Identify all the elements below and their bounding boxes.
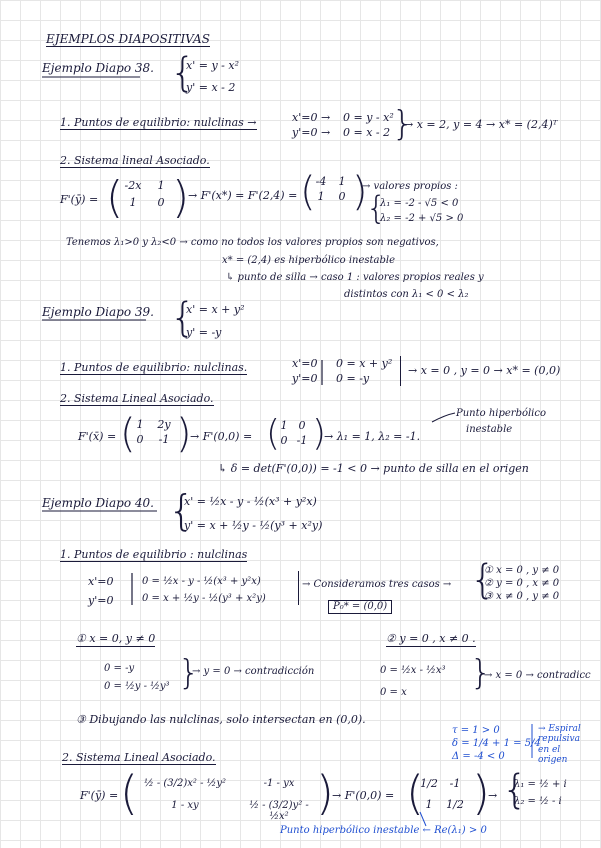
ex39-jac-a22: -1 (158, 432, 170, 446)
ex39-eig-result: → λ₁ = 1, λ₂ = -1. (324, 430, 421, 443)
ex40-lin-heading: 2. Sistema Lineal Asociado. (62, 751, 216, 764)
ex39-jaceval-a12: 0 (298, 419, 306, 432)
ex39-eq-yeq: 0 = -y (336, 371, 370, 385)
ex40-note-line1: → Espiral (538, 724, 581, 734)
ex40-c1-line2: 0 = ½y - ½y³ (104, 681, 170, 692)
ex40-blue-note (538, 724, 581, 765)
ex40-jaceval-a22: 1/2 (446, 797, 464, 811)
ex40-sys-y: y' = x + ½y - ½(y³ + x²y) (184, 519, 323, 532)
ex40-c2-result: → x = 0 → contradicc (484, 670, 591, 681)
ex40-arrow-eval: → F'(0,0) = (332, 789, 395, 802)
ex39-system-brace: { (170, 295, 196, 341)
ex39-jac-a21: 0 (136, 432, 144, 446)
ex40-eig-arrow: → (488, 789, 498, 802)
ex40-note-line2: repulsiva (538, 734, 581, 745)
ex39-eq-bar (400, 356, 401, 386)
ex39-eq-col1 (292, 357, 317, 387)
ex38-jac-a12: 1 (157, 179, 165, 192)
ex38-concl-1: Tenemos λ₁>0 y λ₂<0 → como no todos los valores propios son negativos, (66, 237, 439, 248)
ex40-system-brace: { (168, 486, 195, 535)
ex40-eq-xcond: x'=0 (88, 575, 114, 588)
ex39-jacobian (130, 419, 178, 446)
ex39-jac-lparen: ( (120, 411, 136, 457)
ex40-eq-bar (298, 571, 299, 605)
ex38-eq-ycond: y'=0 → (292, 125, 331, 139)
ex40-heading: Ejemplo Diapo 40. (42, 496, 154, 510)
ex40-jaceval-a12: -1 (449, 777, 461, 790)
ex39-jaceval-a11: 1 (280, 419, 288, 432)
ex40-eq-col2 (142, 573, 266, 607)
ex38-concl-3: ↳ punto de silla → caso 1 : valores propios reales y (226, 272, 484, 283)
ex38-eig1: λ₁ = -2 - √5 < 0 (380, 198, 459, 209)
ex38-eq-xcond: x'=0 → (292, 111, 331, 124)
ex40-jaceval-rparen: ) (472, 766, 490, 820)
ex39-eq-xcond: x'=0 (292, 357, 318, 370)
ex40-c2-title (386, 633, 476, 644)
ex38-eq-result: → x = 2, y = 4 → x* = (2,4)ᵀ (404, 118, 558, 131)
ex40-eig-brace: { (502, 767, 528, 813)
ex40-jac-a22: ½ - (3/2)y² - ½x² (249, 799, 309, 822)
ex40-eig2: λ₂ = ½ - i (514, 796, 562, 807)
ex39-jac-label: F'(x̄) = (78, 430, 117, 443)
ex38-eig-label: → valores propios : (362, 181, 458, 192)
ex40-case2: ② y = 0 , x ≠ 0 (484, 578, 560, 589)
ex40-c2-line2: 0 = x (380, 687, 407, 698)
ex38-jac-a21: 1 (129, 195, 137, 209)
ex38-concl-4: distintos con λ₁ < 0 < λ₂ (344, 289, 469, 300)
ex40-eq-xeq: 0 = ½x - y - ½(x³ + y²x) (142, 576, 261, 587)
ex39-eq-result: → x = 0 , y = 0 → x* = (0,0) (408, 364, 561, 377)
ex38-jaceval-a22: 0 (338, 189, 346, 203)
ex40-eq-yeq: 0 = x + ½y - ½(y³ + x²y) (142, 593, 266, 604)
ex38-jac-a22: 0 (157, 195, 165, 209)
ex40-jaceval-a11: 1/2 (420, 777, 438, 790)
ex38-eq-heading: 1. Puntos de equilibrio: nulclinas → (60, 116, 257, 129)
ex38-eig-brace: { (366, 189, 387, 227)
ex38-jac-rparen: ) (172, 172, 190, 223)
ex40-eig1: λ₁ = ½ + i (514, 779, 567, 790)
ex39-jac-rparen: ) (176, 411, 192, 457)
ex40-jac-a12: -1 - yx (263, 778, 295, 789)
ex40-sys-x: x' = ½x - y - ½(x³ + y²x) (184, 495, 317, 508)
ex39-det-line: ↳ δ = det(F'(0,0)) = -1 < 0 → punto de silla en el origen (218, 462, 529, 475)
ex39-jaceval-a22: -1 (296, 433, 308, 447)
ex40-c1-title (76, 633, 155, 644)
ex40-c3: ③ Dibujando las nulclinas, solo intersectan en (0,0). (76, 713, 366, 726)
ex39-note-2: inestable (466, 424, 513, 435)
ex39-arrow-eval: → F'(0,0) = (190, 430, 253, 443)
ex38-eq-col2 (343, 111, 394, 141)
ex40-jaceval-lparen: ( (406, 766, 424, 820)
ex38-eig2: λ₂ = -2 + √5 > 0 (380, 213, 464, 224)
ex38-arrow-eval: → F'(x*) = F'(2,4) = (188, 189, 298, 202)
ex38-jaceval-a11: -4 (315, 175, 327, 188)
ex39-eq-col2 (336, 357, 392, 387)
ex40-c1-lines (104, 660, 170, 696)
ex40-param-delta: δ = 1/4 + 1 = 5/4 (452, 738, 541, 749)
ex39-eq-heading: 1. Puntos de equilibrio: nulclinas. (60, 361, 248, 374)
ex40-c1-brace: } (178, 653, 200, 693)
ex38-jaceval-a21: 1 (317, 189, 325, 203)
ex39-eq-xeq: 0 = x + y² (336, 357, 393, 370)
ex40-case3: ③ x ≠ 0 , y ≠ 0 (484, 591, 560, 602)
ex38-jac-label: F'(ȳ) = (60, 193, 99, 206)
ex40-case1: ① x = 0 , y ≠ 0 (484, 565, 560, 576)
ex40-jac-lparen: ( (120, 766, 138, 820)
ex38-heading: Ejemplo Diapo 38. (42, 61, 154, 75)
ex40-c2-lines (380, 660, 446, 704)
ex38-lin-heading: 2. Sistema lineal Asociado. (60, 154, 210, 167)
ex38-eq-xeq: 0 = y - x² (343, 111, 394, 124)
ex40-boxed-equilibrium: P₀* = (0,0) (328, 600, 392, 614)
ex39-sys-y: y' = -y (186, 326, 222, 339)
ex39-jaceval-lparen: ( (266, 413, 281, 454)
ex39-eq-ycond: y'=0 (292, 371, 318, 385)
ex40-jaceval-a21: 1 (425, 797, 433, 811)
ex39-lin-heading: 2. Sistema Lineal Asociado. (60, 392, 214, 405)
ex39-jac-a12: 2y (157, 418, 171, 431)
ex40-c1-result: → y = 0 → contradicción (192, 666, 315, 677)
ex40-jac-a21: 1 - xy (171, 799, 199, 811)
ex40-eigs (514, 776, 567, 810)
ex39-jaceval-a21: 0 (280, 433, 288, 447)
ex38-jaceval-rparen: ) (352, 169, 368, 215)
ex40-note-line4: origen (538, 755, 568, 766)
ex40-note-line3: en el (538, 744, 561, 755)
ex38-eq-brace: } (392, 104, 414, 144)
ex38-jacobian-eval (310, 176, 352, 203)
ex40-c1-title-text: ① x = 0, y ≠ 0 (76, 632, 156, 645)
ex40-param-disc: Δ = -4 < 0 (452, 751, 505, 762)
ex38-eq-col1 (292, 111, 330, 141)
ex40-c1-line1: 0 = -y (104, 663, 135, 674)
ex38-system-brace: { (170, 50, 196, 96)
ex40-jac-label: F'(ȳ) = (80, 789, 119, 802)
ex38-sys-y: y' = x - 2 (186, 81, 236, 94)
ex40-cases-brace: { (470, 557, 496, 603)
ex40-eq-ycond: y'=0 (88, 593, 114, 607)
ex39-sys-x: x' = x + y² (186, 303, 245, 316)
ex39-heading: Ejemplo Diapo 39. (42, 305, 154, 319)
page-title: EJEMPLOS DIAPOSITIVAS (46, 32, 210, 46)
ex40-jacobian-eval (416, 778, 468, 811)
ex38-jac-lparen: ( (106, 172, 124, 223)
ex38-eq-yeq: 0 = x - 2 (343, 125, 391, 139)
ex38-jaceval-a12: 1 (338, 175, 346, 188)
ex40-param-tau: τ = 1 > 0 (452, 725, 500, 736)
ex40-jac-rparen: ) (316, 766, 334, 820)
ex38-jacobian (118, 180, 174, 209)
ex40-eq-heading: 1. Puntos de equilibrio : nulclinas (60, 548, 248, 561)
ex39-jaceval-rparen: ) (312, 413, 327, 454)
ex38-sys-x: x' = y - x² (186, 59, 239, 72)
ex40-eq-result: → Consideramos tres casos → (302, 579, 452, 590)
ex40-final-note: Punto hiperbólico inestable ← Re(λ₁) > 0 (280, 825, 487, 836)
ex40-cases (484, 564, 559, 603)
ex38-concl-2: x* = (2,4) es hiperbólico inestable (222, 255, 396, 266)
ex40-jac-a11: ½ - (3/2)x² - ½y² (143, 778, 227, 789)
ex38-jac-a11: -2x (124, 179, 142, 192)
ex40-jacobian (130, 778, 318, 823)
ex39-jacobian-eval (276, 420, 312, 447)
ex40-c2-brace: } (470, 653, 492, 693)
ex40-blue-params (452, 724, 541, 763)
ex40-eq-col1 (88, 573, 113, 610)
ex40-c2-title-text: ② y = 0 , x ≠ 0 . (386, 632, 476, 645)
ex40-c2-line1: 0 = ½x - ½x³ (380, 665, 446, 676)
ex39-jac-a11: 1 (136, 418, 144, 431)
ex39-note-1: Punto hiperbólico (456, 408, 547, 419)
ex38-jaceval-lparen: ( (300, 169, 316, 215)
